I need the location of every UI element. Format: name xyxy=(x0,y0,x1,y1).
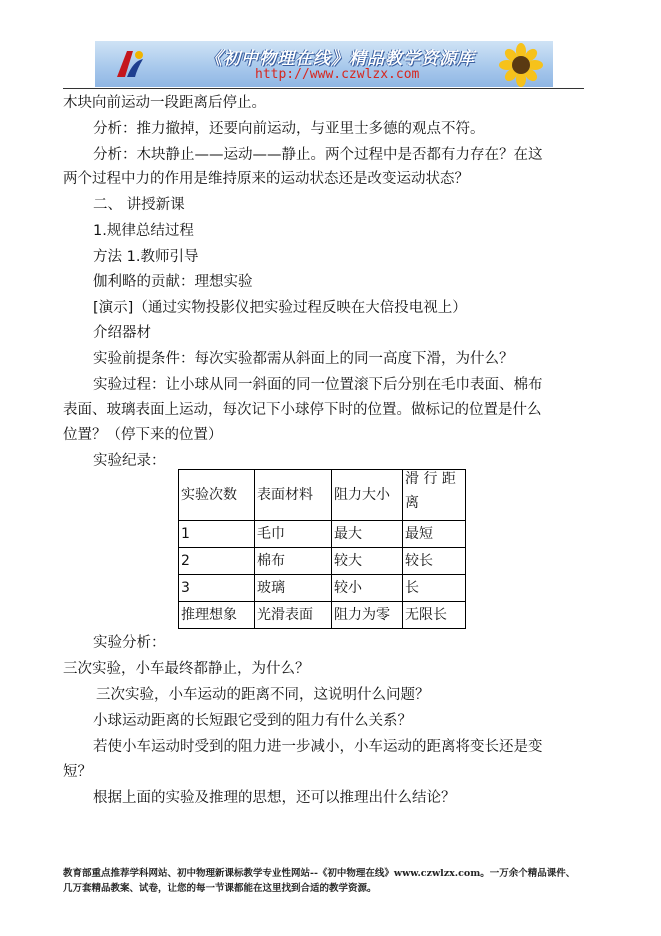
paragraph: 实验过程：让小球从同一斜面的同一位置滚下后分别在毛巾表面、棉布 xyxy=(93,377,543,393)
banner-title: 《初中物理在线》精品教学资源库 xyxy=(205,49,475,69)
footer-line: 教育部重点推荐学科网站、初中物理新课标教学专业性网站--《初中物理在线》www.czwlzx.com。一万余个精品课件、 xyxy=(63,868,576,879)
table-row xyxy=(179,575,466,602)
site-logo-icon xyxy=(113,47,147,83)
table-header-text: 离 xyxy=(405,495,419,511)
table-cell: 较大 xyxy=(332,548,403,575)
paragraph: 三次实验，小车运动的距离不同，这说明什么问题？ xyxy=(96,687,430,703)
paragraph: 表面、玻璃表面上运动，每次记下小球停下时的位置。做标记的位置是什么 xyxy=(63,402,542,418)
sunflower-icon xyxy=(497,43,545,87)
paragraph: 实验分析： xyxy=(93,635,166,651)
table-cell: 最短 xyxy=(403,521,466,548)
paragraph: 方法 1.教师引导 xyxy=(93,249,199,265)
paragraph: 根据上面的实验及推理的思想，还可以推理出什么结论？ xyxy=(93,790,456,806)
paragraph: 1.规律总结过程 xyxy=(93,223,194,239)
table-header-text: 滑 行 距 xyxy=(405,471,456,487)
table-header-cell: 阻力大小 xyxy=(332,470,403,521)
paragraph: 两个过程中力的作用是维持原来的运动状态还是改变运动状态？ xyxy=(63,171,469,187)
table-cell: 毛巾 xyxy=(255,521,332,548)
table-cell: 玻璃 xyxy=(255,575,332,602)
table-header-cell: 表面材料 xyxy=(255,470,332,521)
table-cell: 无限长 xyxy=(403,602,466,629)
table-cell: 较小 xyxy=(332,575,403,602)
paragraph: 实验前提条件：每次实验都需从斜面上的同一高度下滑，为什么？ xyxy=(93,351,514,367)
table-cell: 阻力为零 xyxy=(332,602,403,629)
paragraph: 三次实验，小车最终都静止，为什么？ xyxy=(63,661,310,677)
table-header-row xyxy=(179,470,466,521)
table-cell: 棉布 xyxy=(255,548,332,575)
paragraph: 木块向前运动一段距离后停止。 xyxy=(63,95,266,111)
experiment-table xyxy=(178,469,466,629)
table-row xyxy=(179,548,466,575)
table-header-cell: 实验次数 xyxy=(179,470,255,521)
paragraph: 位置？（停下来的位置） xyxy=(63,427,223,443)
banner-url: http://www.czwlzx.com xyxy=(255,67,420,82)
paragraph: [演示]（通过实物投影仪把实验过程反映在大倍投电视上） xyxy=(93,300,467,316)
table-cell: 光滑表面 xyxy=(255,602,332,629)
paragraph: 小球运动距离的长短跟它受到的阻力有什么关系？ xyxy=(93,713,412,729)
section-heading: 二、 讲授新课 xyxy=(93,197,185,213)
paragraph: 短？ xyxy=(63,764,92,780)
table-cell: 1 xyxy=(179,521,255,548)
header-rule xyxy=(63,88,584,89)
paragraph: 伽利略的贡献：理想实验 xyxy=(93,274,253,290)
paragraph: 若使小车运动时受到的阻力进一步减小，小车运动的距离将变长还是变 xyxy=(93,739,543,755)
table-cell: 长 xyxy=(403,575,466,602)
table-row xyxy=(179,521,466,548)
table-cell: 较长 xyxy=(403,548,466,575)
paragraph: 分析：推力撤掉，还要向前运动，与亚里士多德的观点不符。 xyxy=(93,121,485,137)
paragraph: 介绍器材 xyxy=(93,325,151,341)
paragraph: 实验纪录： xyxy=(93,453,166,469)
table-cell: 最大 xyxy=(332,521,403,548)
footer-line: 几万套精品教案、试卷，让您的每一节课都能在这里找到合适的教学资源。 xyxy=(63,883,377,894)
table-cell: 3 xyxy=(179,575,255,602)
table-row xyxy=(179,602,466,629)
paragraph: 分析：木块静止——运动——静止。两个过程中是否都有力存在？在这 xyxy=(93,147,543,163)
table-cell: 推理想象 xyxy=(179,602,255,629)
header-banner xyxy=(95,41,553,87)
table-header-cell xyxy=(403,470,466,521)
table-cell: 2 xyxy=(179,548,255,575)
